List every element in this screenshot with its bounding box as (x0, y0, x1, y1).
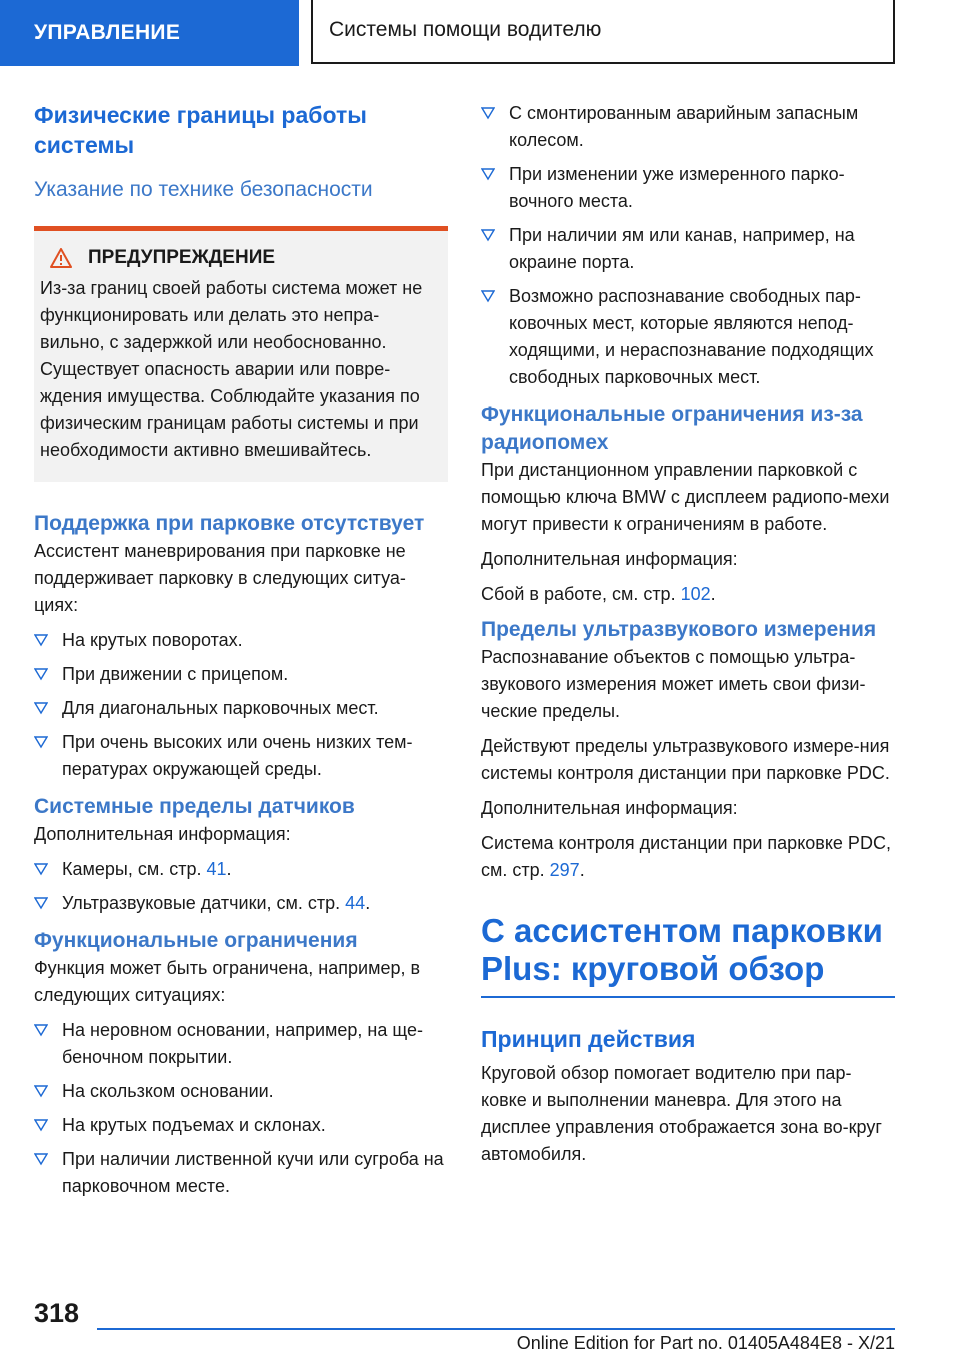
section-title: Физические границы работы системы (34, 102, 367, 158)
ultrasonic-p3: Дополнительная информация: (481, 798, 738, 818)
list-item: С смонтированным аварийным запасным колесом. (481, 100, 895, 154)
page-link-ultrasonic[interactable]: 44 (345, 893, 366, 913)
principle-p1: Круговой обзор помогает водителю при пар-ковке и выполнении маневра. Для этого на дисплее управления отображается зона во-круг автомобиля. (481, 1063, 882, 1164)
list-item: На крутых поворотах. (34, 627, 448, 654)
bullet-triangle-icon (34, 633, 48, 647)
page-number: 318 (34, 1298, 80, 1328)
radio-interference-p2: Дополнительная информация: (481, 549, 738, 569)
list-item: При наличии ям или канав, например, на окраине порта. (481, 222, 895, 276)
list-item: На скользком основании. (34, 1078, 448, 1105)
bullet-triangle-icon (34, 1152, 48, 1166)
list-item: Для диагональных парковочных мест. (34, 695, 448, 722)
right-column (481, 100, 895, 1176)
warning-header (40, 247, 442, 269)
sec-functional-limits-intro: Функция может быть ограничена, например, в следующих ситуациях: (34, 958, 421, 1005)
list-item: При изменении уже измеренного парко-вочного места. (481, 161, 895, 215)
safety-subtitle: Указание по технике безопасности (34, 178, 373, 201)
functional-limits-list-continued (481, 100, 895, 391)
warning-box (34, 226, 448, 482)
bullet-triangle-icon (34, 862, 48, 876)
chapter-tab[interactable]: Системы помощи водителю (311, 0, 895, 64)
bullet-triangle-icon (34, 735, 48, 749)
bullet-triangle-icon (481, 228, 495, 242)
sensor-limits-list (34, 856, 448, 917)
left-column (34, 100, 448, 1210)
radio-interference-p1: При дистанционном управлении парковкой с помощью ключа BMW с дисплеем радиопо-мехи могут привести к ограничениям в работе. (481, 460, 890, 534)
warning-triangle-icon (50, 248, 72, 268)
list-item: Камеры, см. стр. 41. (34, 856, 448, 883)
page-link-pdc[interactable]: 297 (549, 860, 580, 880)
bullet-triangle-icon (34, 1084, 48, 1098)
sec-no-parking-support-title: Поддержка при парковке отсутствует (34, 512, 425, 535)
sec-no-parking-support-intro: Ассистент маневрирования при парковке не поддерживает парковку в следующих ситуа-циях: (34, 541, 406, 615)
functional-limits-list (34, 1017, 448, 1200)
bullet-triangle-icon (34, 701, 48, 715)
sec-radio-interference-title: Функциональные ограничения из-за радиопомех (481, 403, 863, 454)
list-item: При очень высоких или очень низких тем-пературах окружающей среды. (34, 729, 448, 783)
page-header (0, 0, 960, 66)
list-item: Ультразвуковые датчики, см. стр. 44. (34, 890, 448, 917)
warning-text: Из-за границ своей работы система может не функционировать или делать это непра-вильно, с задержкой или необоснованно. Существует опасность аварии или повре-ждения имущества. Соблюдайте указания по физическим границам работы системы и при необходимости активно вмешивайтесь. (40, 278, 423, 460)
list-item: При движении с прицепом. (34, 661, 448, 688)
list-item: На неровном основании, например, на ще-беночном покрытии. (34, 1017, 448, 1071)
page-link-malfunction[interactable]: 102 (680, 584, 711, 604)
list-item: Возможно распознавание свободных пар-ковочных мест, которые являются непод-ходящими, и нераспознавание подходящих свободных парковочных мест. (481, 283, 895, 391)
bullet-triangle-icon (34, 1023, 48, 1037)
sec-functional-limits-title: Функциональные ограничения (34, 929, 358, 952)
sec-ultrasonic-limits-title: Пределы ультразвукового измерения (481, 618, 877, 641)
radio-interference-p3: Сбой в работе, см. стр. 102. (481, 584, 716, 604)
bullet-triangle-icon (481, 167, 495, 181)
bullet-triangle-icon (34, 896, 48, 910)
chapter-title: С ассистентом парковки Plus: круговой обзор (481, 912, 895, 998)
sec-principle-title: Принцип действия (481, 1026, 696, 1052)
bullet-triangle-icon (481, 106, 495, 120)
warning-title: ПРЕДУПРЕЖДЕНИЕ (88, 247, 276, 268)
section-tab[interactable]: УПРАВЛЕНИЕ (0, 0, 299, 66)
ultrasonic-p4: Система контроля дистанции при парковке PDC, см. стр. 297. (481, 833, 891, 880)
ultrasonic-p1: Распознавание объектов с помощью ультра-звукового измерения может иметь свои физи-ческие пределы. (481, 647, 866, 721)
footer-divider (97, 1328, 895, 1330)
page-link-cameras[interactable]: 41 (206, 859, 227, 879)
list-item: На крутых подъемах и склонах. (34, 1112, 448, 1139)
ultrasonic-p2: Действуют пределы ультразвукового измере-ния системы контроля дистанции при парковке PDC. (481, 736, 890, 783)
list-item: При наличии лиственной кучи или сугроба на парковочном месте. (34, 1146, 448, 1200)
sec-sensor-limits-intro: Дополнительная информация: (34, 824, 291, 844)
bullet-triangle-icon (34, 1118, 48, 1132)
no-parking-support-list (34, 627, 448, 783)
bullet-triangle-icon (34, 667, 48, 681)
sec-sensor-limits-title: Системные пределы датчиков (34, 795, 355, 818)
edition-footer: Online Edition for Part no. 01405A484E8 - X/21 (516, 1333, 895, 1353)
bullet-triangle-icon (481, 289, 495, 303)
